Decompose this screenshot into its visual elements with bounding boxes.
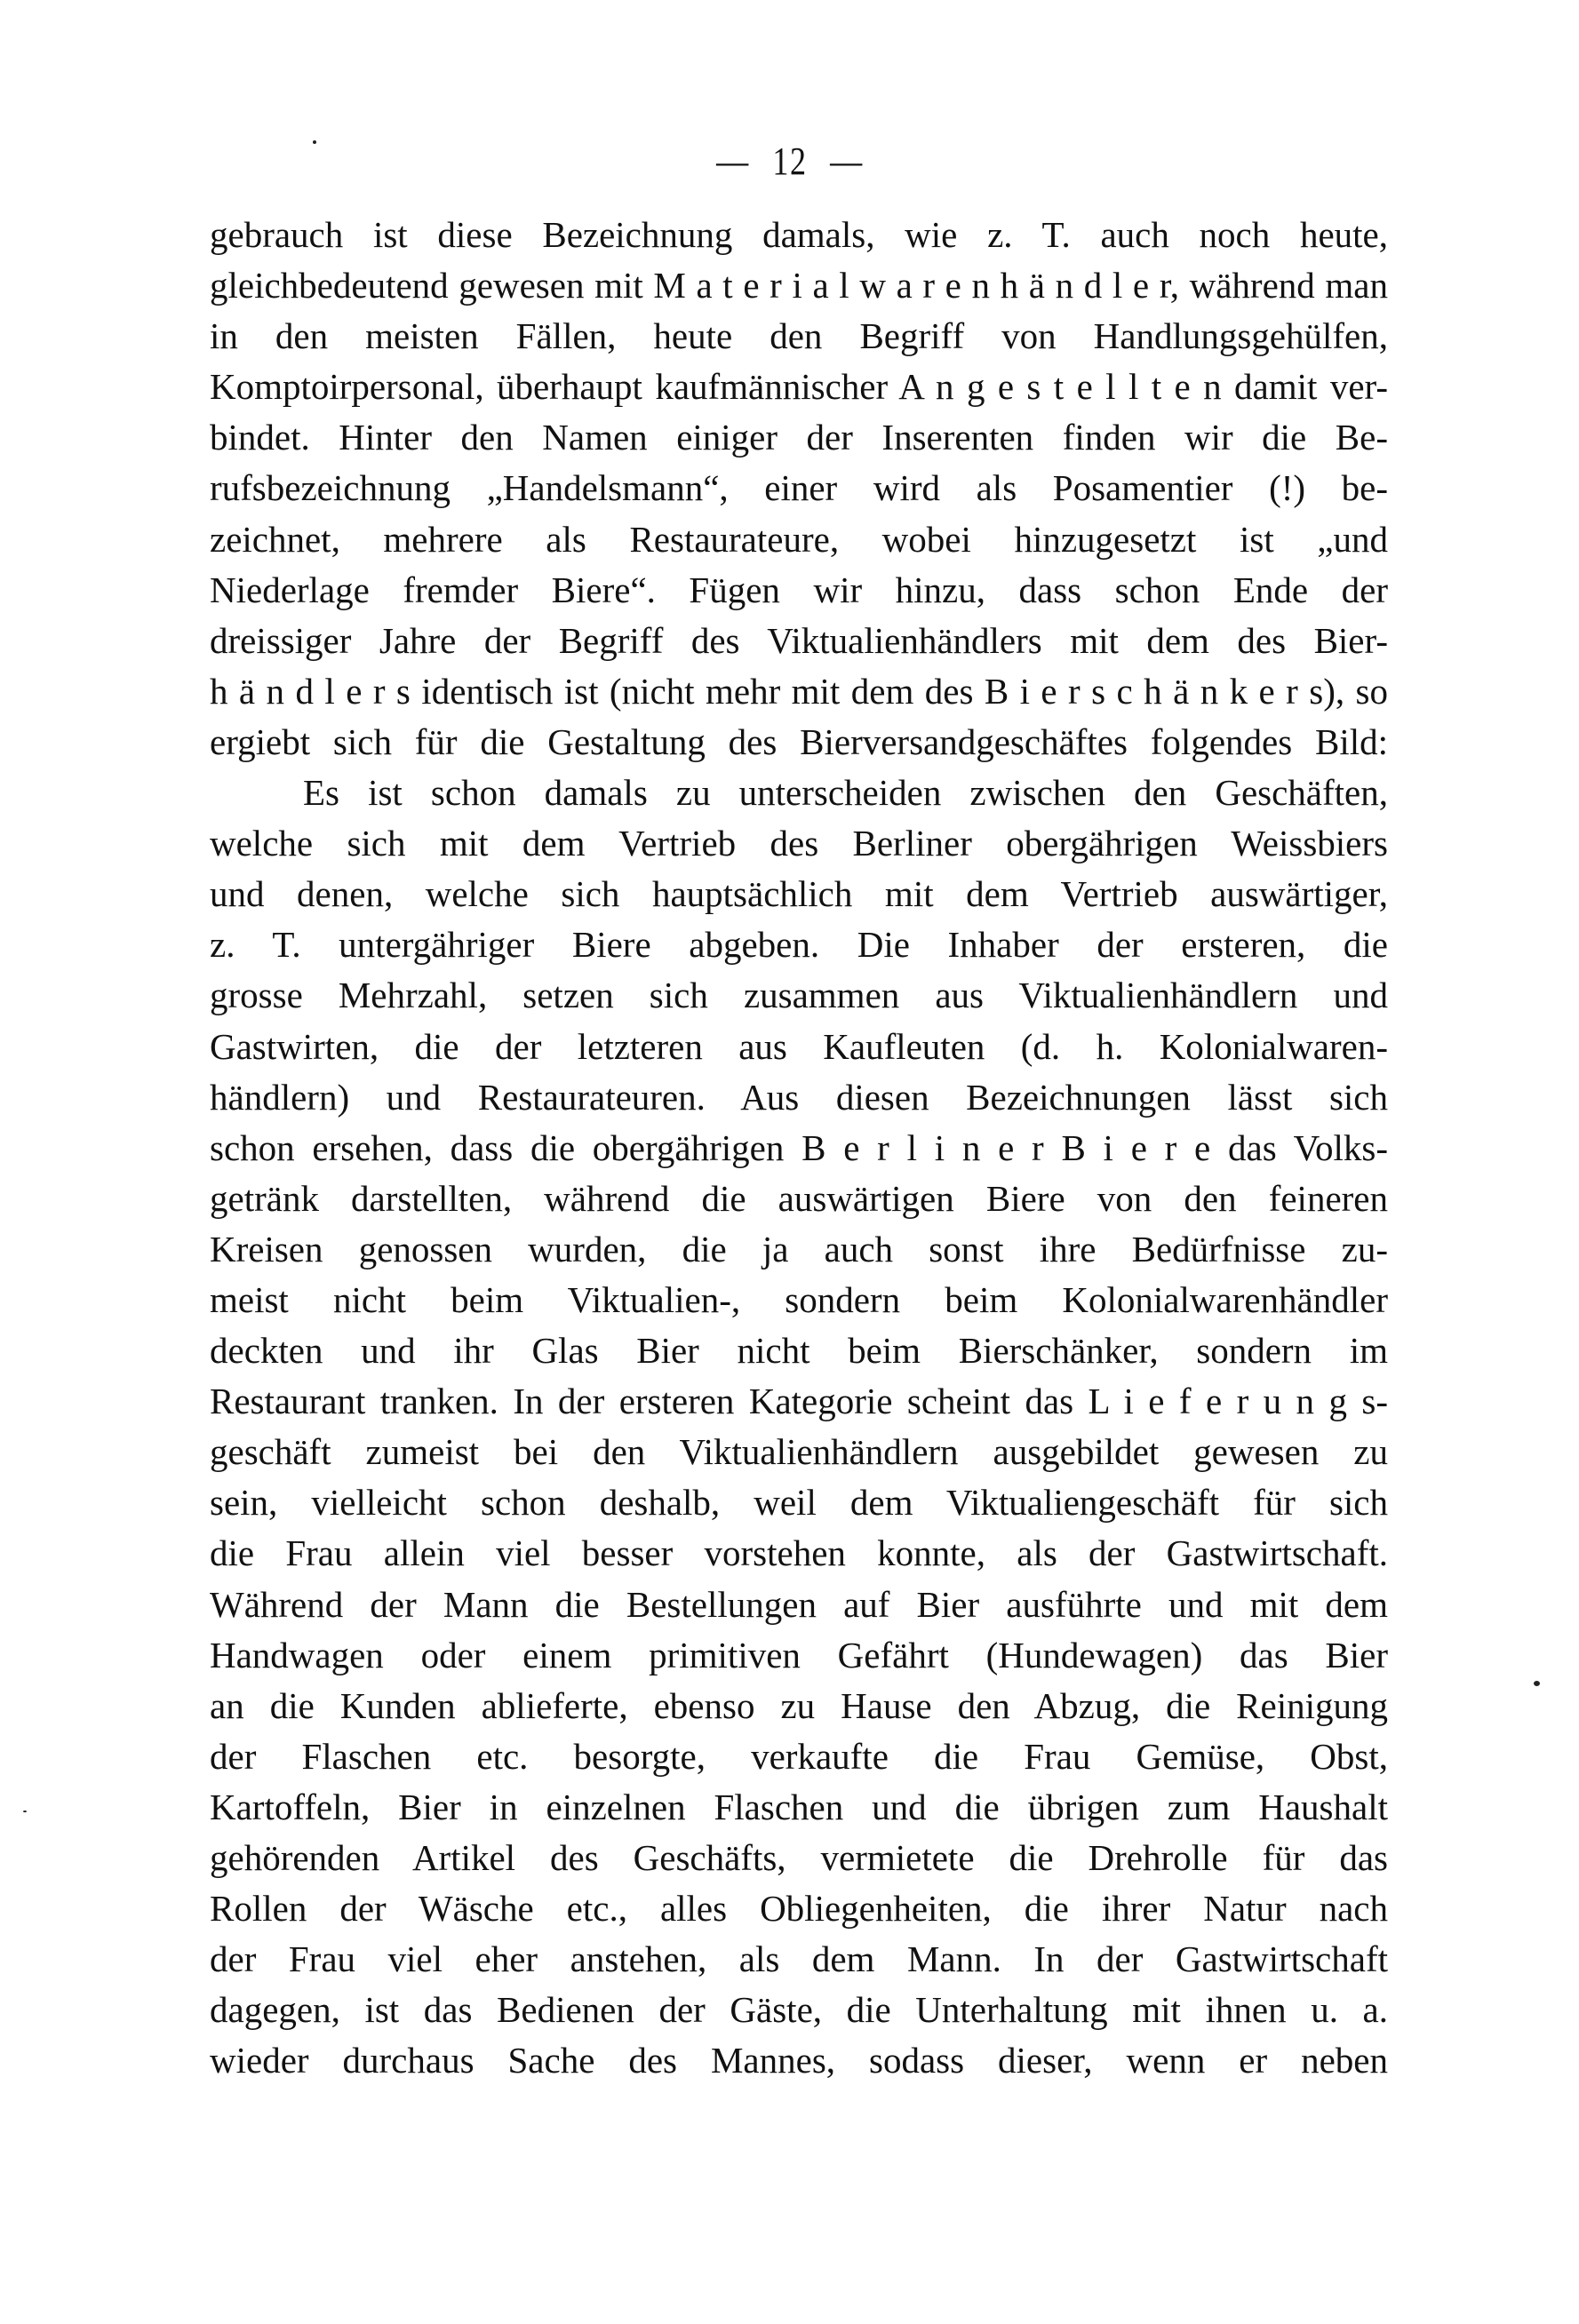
- text-line: [210, 565, 1388, 616]
- text-line: [210, 210, 1388, 260]
- text-line: [210, 1985, 1388, 2035]
- text-line: [210, 1123, 1388, 1174]
- text-line: [210, 1580, 1388, 1630]
- text-line-content: ergiebt sich für die Gestaltung des Bierversandgeschäftes folgendes Bild:: [210, 720, 1388, 762]
- text-line: [210, 1275, 1388, 1325]
- text-line-content: händlern) und Restaurateuren. Aus diesen Bezeichnungen lässt sich: [210, 1076, 1388, 1118]
- text-line: [210, 970, 1388, 1021]
- text-line-content: gehörenden Artikel des Geschäfts, vermietete die Drehrolle für das: [210, 1837, 1388, 1878]
- text-line-content: Komptoirpersonal, überhaupt kaufmännischer A n g e s t e l l t e n damit ver-: [210, 366, 1388, 408]
- text-line: [210, 1427, 1388, 1477]
- text-line: [210, 869, 1388, 919]
- text-line: [210, 412, 1388, 463]
- text-line: [210, 1174, 1388, 1224]
- text-line: [210, 818, 1388, 869]
- text-line: [210, 768, 1388, 818]
- text-line-content: der Frau viel eher anstehen, als dem Mann. In der Gastwirtschaft: [210, 1938, 1388, 1980]
- text-line-content: zeichnet, mehrere als Restaurateure, wobei hinzugesetzt ist „und: [210, 518, 1388, 560]
- text-line-content: Es ist schon damals zu unterscheiden zwischen den Geschäften,: [303, 772, 1388, 814]
- text-line: [210, 514, 1388, 565]
- text-line-content: gebrauch ist diese Bezeichnung damals, wie z. T. auch noch heute,: [210, 214, 1388, 255]
- text-line: [210, 616, 1388, 666]
- text-line: [210, 1022, 1388, 1072]
- text-line: [210, 1376, 1388, 1427]
- text-line: [210, 1477, 1388, 1528]
- text-line: [210, 260, 1388, 311]
- text-line: [210, 1325, 1388, 1376]
- text-line-content: sein, vielleicht schon deshalb, weil dem Viktualiengeschäft für sich: [210, 1482, 1388, 1524]
- text-line-content: Gastwirten, die der letzteren aus Kaufleuten (d. h. Kolonialwaren-: [210, 1025, 1388, 1067]
- page-number-label: — 12 —: [715, 139, 864, 183]
- text-line: [210, 2035, 1388, 2086]
- text-line-content: Kartoffeln, Bier in einzelnen Flaschen und die übrigen zum Haushalt: [210, 1786, 1388, 1827]
- text-line-content: Restaurant tranken. In der ersteren Kategorie scheint das L i e f e r u n g s-: [210, 1381, 1388, 1422]
- text-line: [210, 717, 1388, 768]
- text-line: [210, 1934, 1388, 1985]
- text-line-content: getränk darstellten, während die auswärtigen Biere von den feineren: [210, 1177, 1388, 1219]
- text-line: [210, 1681, 1388, 1731]
- text-line: [210, 1782, 1388, 1833]
- text-line: [210, 1528, 1388, 1579]
- text-line-content: schon ersehen, dass die obergährigen B e r l i n e r B i e r e das Volks-: [210, 1126, 1388, 1168]
- text-line: [210, 666, 1388, 717]
- text-line-content: welche sich mit dem Vertrieb des Berliner obergährigen Weissbiers: [210, 823, 1388, 864]
- scan-speck: [1534, 1681, 1540, 1686]
- text-line-content: Rollen der Wäsche etc., alles Obliegenheiten, die ihrer Natur nach: [210, 1888, 1388, 1930]
- text-line-content: und denen, welche sich hauptsächlich mit dem Vertrieb auswärtiger,: [210, 873, 1388, 915]
- text-line-content: rufsbezeichnung „Handelsmann“, einer wird als Posamentier (!) be-: [210, 467, 1388, 509]
- text-line-content: z. T. untergähriger Biere abgeben. Die Inhaber der ersteren, die: [210, 924, 1388, 966]
- text-line-content: dreissiger Jahre der Begriff des Viktualienhändlers mit dem des Bier-: [210, 619, 1388, 661]
- text-line: [210, 1072, 1388, 1123]
- text-line-content: bindet. Hinter den Namen einiger der Inserenten finden wir die Be-: [210, 417, 1388, 458]
- text-line: [210, 362, 1388, 412]
- text-line-content: Handwagen oder einem primitiven Gefährt (Hundewagen) das Bier: [210, 1634, 1388, 1675]
- text-line-content: geschäft zumeist bei den Viktualienhändlern ausgebildet gewesen zu: [210, 1431, 1388, 1473]
- text-line: [210, 463, 1388, 513]
- text-line: [210, 919, 1388, 970]
- text-line-content: in den meisten Fällen, heute den Begriff von Handlungsgehülfen,: [210, 315, 1388, 357]
- text-line: [210, 1883, 1388, 1934]
- body-text: [210, 210, 1388, 2086]
- text-line: [210, 311, 1388, 362]
- text-line: [210, 1833, 1388, 1883]
- text-line-content: dagegen, ist das Bedienen der Gäste, die Unterhaltung mit ihnen u. a.: [210, 1989, 1388, 2031]
- text-line: [210, 1630, 1388, 1681]
- text-line-content: grosse Mehrzahl, setzen sich zusammen aus Viktualienhändlern und: [210, 975, 1388, 1016]
- page-number: [0, 135, 1579, 188]
- text-line: [210, 1224, 1388, 1275]
- text-line-content: deckten und ihr Glas Bier nicht beim Bierschänker, sondern im: [210, 1330, 1388, 1372]
- text-line-content: Niederlage fremder Biere“. Fügen wir hinzu, dass schon Ende der: [210, 569, 1388, 610]
- text-line-content: der Flaschen etc. besorgte, verkaufte die Frau Gemüse, Obst,: [210, 1735, 1388, 1777]
- text-line-content: Kreisen genossen wurden, die ja auch sonst ihre Bedürfnisse zu-: [210, 1228, 1388, 1269]
- text-line-content: meist nicht beim Viktualien-, sondern beim Kolonialwarenhändler: [210, 1278, 1388, 1320]
- text-line-content: an die Kunden ablieferte, ebenso zu Hause den Abzug, die Reinigung: [210, 1684, 1388, 1726]
- text-line-content: wieder durchaus Sache des Mannes, sodass dieser, wenn er neben: [210, 2040, 1388, 2081]
- text-line: [210, 1731, 1388, 1782]
- text-line-content: die Frau allein viel besser vorstehen konnte, als der Gastwirtschaft.: [210, 1532, 1388, 1574]
- text-line-content: h ä n d l e r s identisch ist (nicht mehr mit dem des B i e r s c h ä n k e r s), so: [210, 670, 1388, 712]
- text-line-content: gleichbedeutend gewesen mit M a t e r i a l w a r e n h ä n d l e r, während man: [210, 265, 1388, 306]
- scan-speck: [23, 1811, 27, 1812]
- text-line-content: Während der Mann die Bestellungen auf Bier ausführte und mit dem: [210, 1583, 1388, 1625]
